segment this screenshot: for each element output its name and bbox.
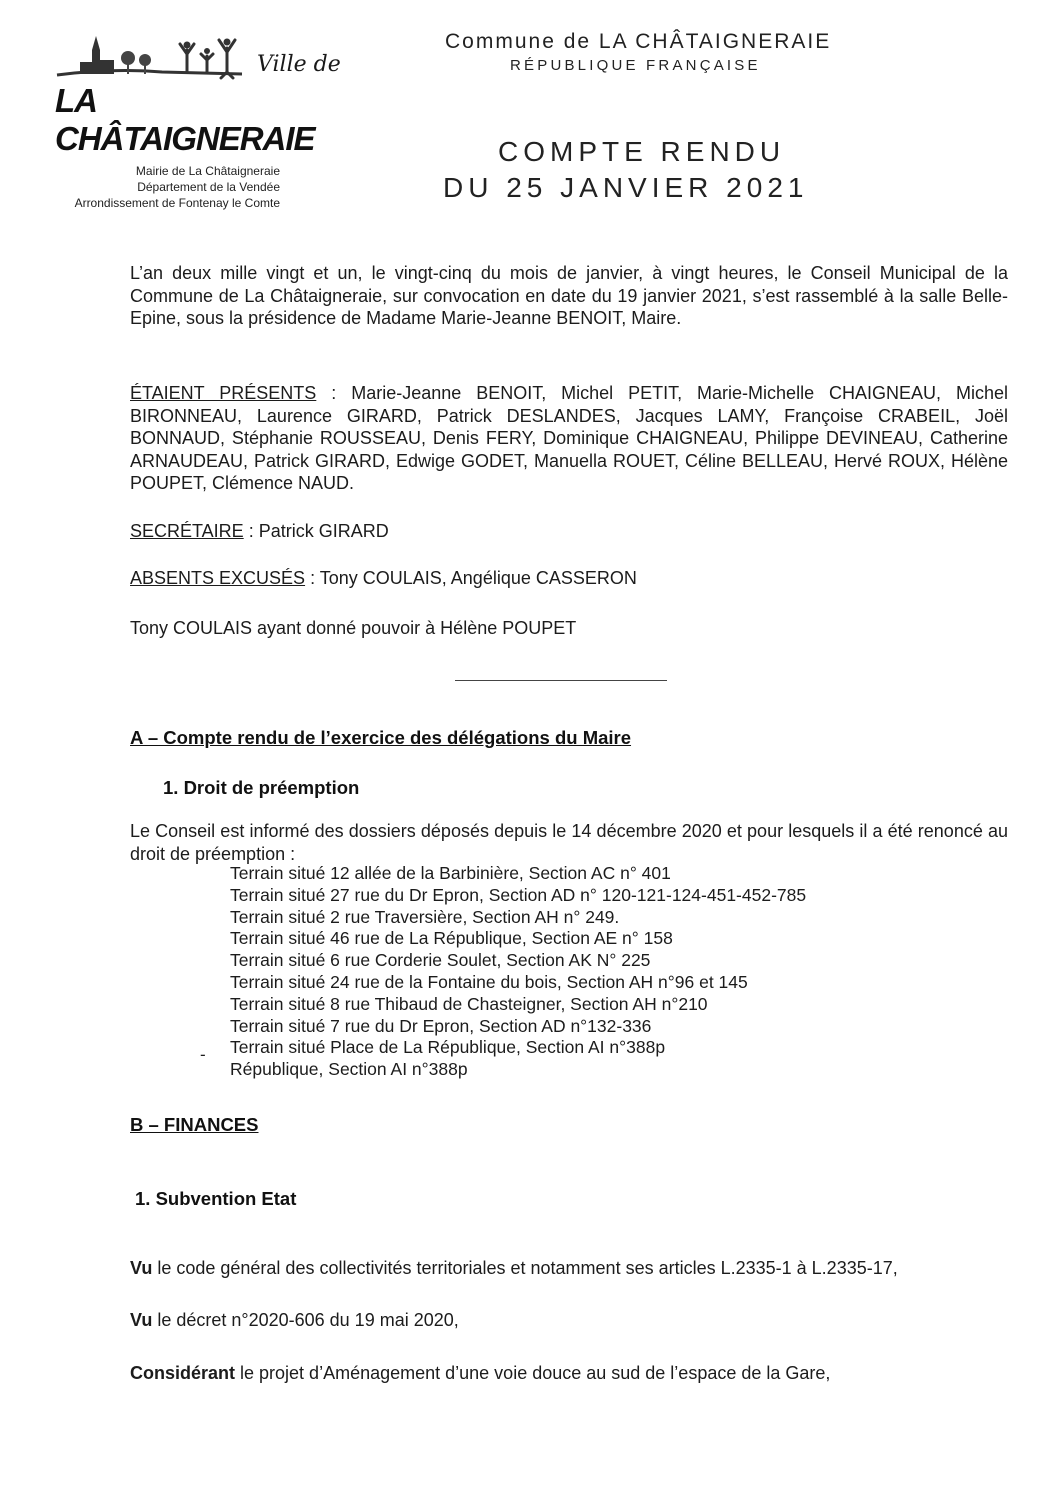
intro-paragraph: L’an deux mille vingt et un, le vingt-cinq du mois de janvier, à vingt heures, le Conseil Municipal de la Commune de La Châtaigneraie, sur convocation en date du 19 janvier 2021, s’est rassemblé à la salle Belle-Epine, sous la présidence de Madame Marie-Jeanne BENOIT, Maire.	[130, 263, 1008, 328]
list-item: Terrain situé Place de La République, Section AI n°388p	[230, 1037, 666, 1058]
secretaire-label: SECRÉTAIRE	[130, 521, 244, 541]
section-a-subtitle: 1. Droit de préemption	[163, 777, 360, 798]
list-item: Terrain situé 7 rue du Dr Epron, Section AD n°132-336	[230, 1015, 652, 1036]
mairie-line: Mairie de La Châtaigneraie	[135, 164, 280, 178]
town-logo	[52, 30, 342, 157]
presents-paragraph	[130, 382, 1008, 495]
vu-decret-line	[130, 1309, 1008, 1332]
list-item: République, Section AI n°388p	[230, 1059, 468, 1080]
document-title: COMPTE RENDU	[498, 136, 786, 167]
pouvoir-line: Tony COULAIS ayant donné pouvoir à Hélène POUPET	[130, 618, 577, 638]
list-item: Terrain situé 46 rue de La République, Section AE n° 158	[230, 928, 673, 949]
considerant-text: le projet d’Aménagement d’une voie douce au sud de l’espace de la Gare,	[235, 1363, 831, 1383]
list-item: Terrain situé 12 allée de la Barbinière, Section AC n° 401	[230, 863, 671, 883]
considerant-line	[130, 1362, 1008, 1385]
republique-header: RÉPUBLIQUE FRANÇAISE	[510, 57, 761, 74]
section-a-title: A – Compte rendu de l’exercice des délégations du Maire	[130, 727, 632, 748]
vu-code-text: le code général des collectivités territoriales et notamment ses articles L.2335-1 à L.2335-17,	[152, 1258, 898, 1278]
list-item: Terrain situé 27 rue du Dr Epron, Section AD n° 120-121-124-451-452-785	[230, 884, 807, 905]
absents-value: : Tony COULAIS, Angélique CASSERON	[305, 568, 637, 588]
mairie-address	[30, 163, 280, 211]
vu-code-line	[130, 1257, 1008, 1280]
list-item: Terrain situé 2 rue Traversière, Section AH n° 249.	[230, 906, 620, 927]
commune-header: Commune de LA CHÂTAIGNERAIE	[445, 30, 832, 53]
terrain-list	[230, 863, 806, 1081]
section-b-subtitle: 1. Subvention Etat	[135, 1188, 297, 1209]
list-dash: -	[200, 1045, 206, 1064]
presents-names: : Marie-Jeanne BENOIT, Michel PETIT, Marie-Michelle CHAIGNEAU, Michel BIRONNEAU, Laurence GIRARD, Patrick DESLANDES, Jacques LAMY, Françoise CRABEIL, Joël BONNAUD, Stéphanie ROUSSEAU, Denis FERY, Dominique CHAIGNEAU, Philippe DEVINEAU, Catherine ARNAUDEAU, Patrick GIRARD, Edwige GODET, Manuella ROUET, Céline BELLEAU, Hervé ROUX, Hélène POUPET, Clémence NAUD.	[130, 383, 1008, 493]
absents-label: ABSENTS EXCUSÉS	[130, 568, 306, 588]
list-item: Terrain situé 24 rue de la Fontaine du bois, Section AH n°96 et 145	[230, 971, 748, 992]
secretaire-value: : Patrick GIRARD	[243, 521, 389, 541]
absents-line	[130, 567, 1008, 590]
vu-decret-text: le décret n°2020-606 du 19 mai 2020,	[152, 1310, 459, 1330]
presents-label: ÉTAIENT PRÉSENTS	[130, 383, 317, 403]
vu-label: Vu	[130, 1258, 153, 1278]
town-skyline-icon	[52, 30, 252, 80]
document-date: DU 25 JANVIER 2021	[443, 172, 809, 203]
considerant-label: Considérant	[130, 1363, 236, 1383]
logo-ville: Ville de	[257, 52, 341, 77]
list-item: Terrain situé 8 rue Thibaud de Chasteigner, Section AH n°210	[230, 993, 708, 1014]
preemption-paragraph: Le Conseil est informé des dossiers déposés depuis le 14 décembre 2020 et pour lesquels il a été renoncé au droit de préemption :	[130, 821, 1008, 864]
mairie-line: Département de la Vendée	[137, 180, 280, 194]
vu-label: Vu	[130, 1310, 153, 1330]
mairie-line: Arrondissement de Fontenay le Comte	[74, 196, 280, 210]
section-b-title: B – FINANCES	[130, 1114, 259, 1135]
list-item: Terrain situé 6 rue Corderie Soulet, Section AK N° 225	[230, 950, 651, 971]
separator	[455, 680, 667, 681]
secretaire-line	[130, 520, 1008, 543]
logo-name: LA CHÂTAIGNERAIE	[55, 82, 315, 157]
